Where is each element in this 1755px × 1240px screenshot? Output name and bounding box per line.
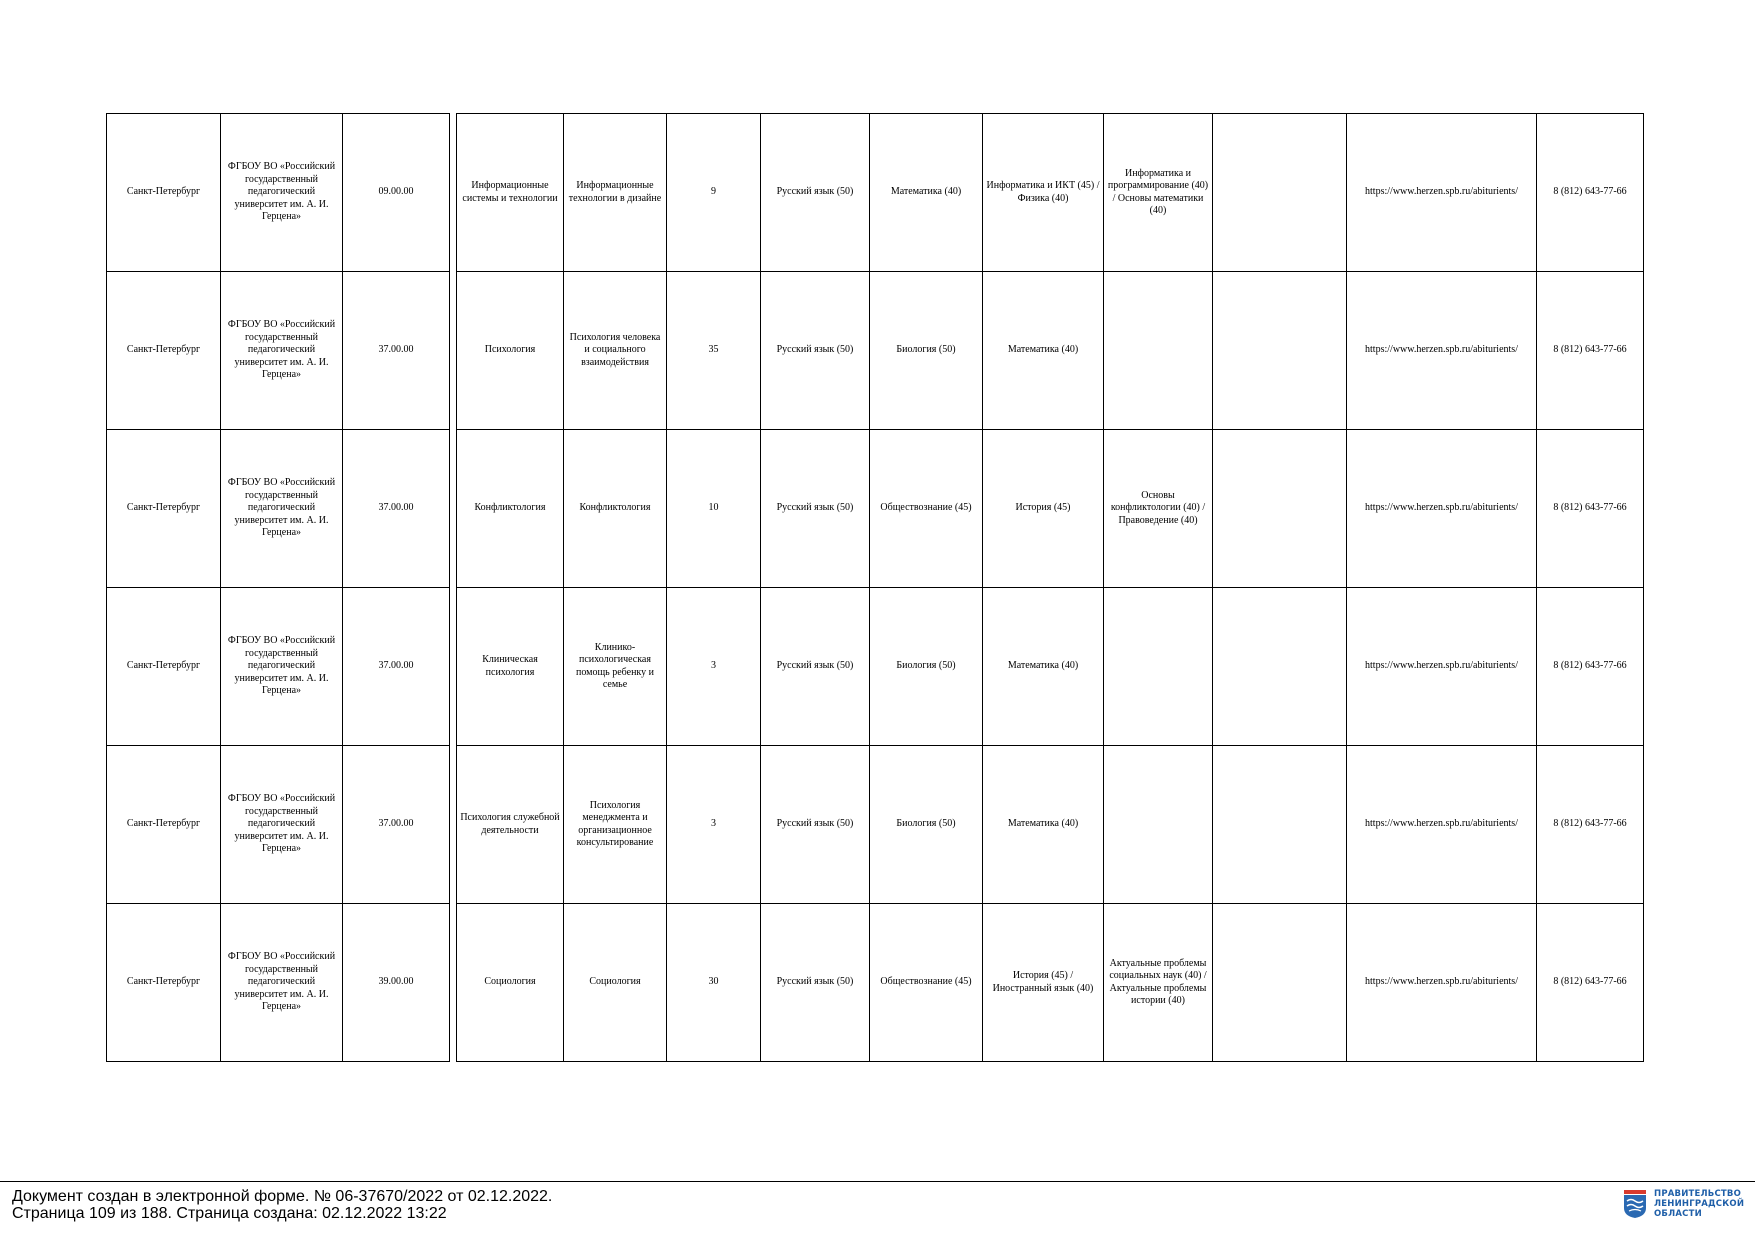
exam-3-cell: Математика (40) xyxy=(983,746,1104,904)
places-cell: 35 xyxy=(667,272,761,430)
table-row xyxy=(107,588,1644,746)
profile-cell: Клинико-психологическая помощь ребенку и семье xyxy=(564,588,667,746)
profile-cell: Конфликтология xyxy=(564,430,667,588)
exam-4-cell xyxy=(1104,272,1213,430)
footer-line-2: Страница 109 из 188. Страница создана: 02.12.2022 13:22 xyxy=(12,1205,447,1222)
university-cell: ФГБОУ ВО «Российский государственный педагогический университет им. А. И. Герцена» xyxy=(221,114,343,272)
exam-4-cell: Основы конфликтологии (40) / Правоведение (40) xyxy=(1104,430,1213,588)
extra-cell xyxy=(1213,272,1347,430)
exam-4-cell: Актуальные проблемы социальных наук (40) / Актуальные проблемы истории (40) xyxy=(1104,904,1213,1062)
phone-cell: 8 (812) 643-77-66 xyxy=(1537,588,1644,746)
code-cell: 37.00.00 xyxy=(343,272,450,430)
code-cell: 09.00.00 xyxy=(343,114,450,272)
direction-cell: Клиническая психология xyxy=(457,588,564,746)
profile-cell: Психология человека и социального взаимодействия xyxy=(564,272,667,430)
phone-cell: 8 (812) 643-77-66 xyxy=(1537,114,1644,272)
url-cell: https://www.herzen.spb.ru/abiturients/ xyxy=(1347,746,1537,904)
exam-1-cell: Русский язык (50) xyxy=(761,114,870,272)
gap-cell xyxy=(450,588,457,746)
exam-3-cell: Математика (40) xyxy=(983,272,1104,430)
university-cell: ФГБОУ ВО «Российский государственный педагогический университет им. А. И. Герцена» xyxy=(221,746,343,904)
places-cell: 3 xyxy=(667,588,761,746)
gap-cell xyxy=(450,272,457,430)
code-cell: 39.00.00 xyxy=(343,904,450,1062)
city-cell: Санкт-Петербург xyxy=(107,746,221,904)
profile-cell: Психология менеджмента и организационное консультирование xyxy=(564,746,667,904)
extra-cell xyxy=(1213,904,1347,1062)
city-cell: Санкт-Петербург xyxy=(107,272,221,430)
table-row xyxy=(107,114,1644,272)
direction-cell: Социология xyxy=(457,904,564,1062)
code-cell: 37.00.00 xyxy=(343,746,450,904)
extra-cell xyxy=(1213,430,1347,588)
extra-cell xyxy=(1213,588,1347,746)
city-cell: Санкт-Петербург xyxy=(107,588,221,746)
footer-divider xyxy=(0,1181,1755,1182)
exam-1-cell: Русский язык (50) xyxy=(761,746,870,904)
city-cell: Санкт-Петербург xyxy=(107,904,221,1062)
university-cell: ФГБОУ ВО «Российский государственный педагогический университет им. А. И. Герцена» xyxy=(221,272,343,430)
code-cell: 37.00.00 xyxy=(343,588,450,746)
university-cell: ФГБОУ ВО «Российский государственный педагогический университет им. А. И. Герцена» xyxy=(221,430,343,588)
places-cell: 9 xyxy=(667,114,761,272)
logo-line-1: ПРАВИТЕЛЬСТВО xyxy=(1654,1189,1741,1199)
exam-3-cell: История (45) xyxy=(983,430,1104,588)
gap-cell xyxy=(450,114,457,272)
exam-2-cell: Обществознание (45) xyxy=(870,904,983,1062)
code-cell: 37.00.00 xyxy=(343,430,450,588)
exam-4-cell xyxy=(1104,588,1213,746)
gap-cell xyxy=(450,430,457,588)
exam-2-cell: Биология (50) xyxy=(870,588,983,746)
phone-cell: 8 (812) 643-77-66 xyxy=(1537,272,1644,430)
places-cell: 10 xyxy=(667,430,761,588)
footer-line-1: Документ создан в электронной форме. № 06-37670/2022 от 02.12.2022. xyxy=(12,1188,553,1205)
gap-cell xyxy=(450,746,457,904)
url-cell: https://www.herzen.spb.ru/abiturients/ xyxy=(1347,588,1537,746)
exam-3-cell: Информатика и ИКТ (45) / Физика (40) xyxy=(983,114,1104,272)
table-row xyxy=(107,904,1644,1062)
exam-3-cell: Математика (40) xyxy=(983,588,1104,746)
places-cell: 30 xyxy=(667,904,761,1062)
url-cell: https://www.herzen.spb.ru/abiturients/ xyxy=(1347,272,1537,430)
exam-4-cell xyxy=(1104,746,1213,904)
exam-1-cell: Русский язык (50) xyxy=(761,904,870,1062)
logo-text xyxy=(1654,1189,1744,1219)
exam-3-cell: История (45) / Иностранный язык (40) xyxy=(983,904,1104,1062)
direction-cell: Психология xyxy=(457,272,564,430)
logo-line-3: ОБЛАСТИ xyxy=(1654,1209,1702,1219)
exam-2-cell: Математика (40) xyxy=(870,114,983,272)
phone-cell: 8 (812) 643-77-66 xyxy=(1537,904,1644,1062)
profile-cell: Социология xyxy=(564,904,667,1062)
table-row xyxy=(107,430,1644,588)
phone-cell: 8 (812) 643-77-66 xyxy=(1537,430,1644,588)
admission-table xyxy=(106,113,1644,1062)
table-row xyxy=(107,272,1644,430)
city-cell: Санкт-Петербург xyxy=(107,114,221,272)
university-cell: ФГБОУ ВО «Российский государственный педагогический университет им. А. И. Герцена» xyxy=(221,588,343,746)
logo-line-2: ЛЕНИНГРАДСКОЙ xyxy=(1654,1199,1745,1209)
direction-cell: Информационные системы и технологии xyxy=(457,114,564,272)
government-logo xyxy=(1623,1189,1744,1219)
url-cell: https://www.herzen.spb.ru/abiturients/ xyxy=(1347,430,1537,588)
places-cell: 3 xyxy=(667,746,761,904)
coat-of-arms-icon xyxy=(1623,1189,1647,1219)
exam-2-cell: Биология (50) xyxy=(870,272,983,430)
url-cell: https://www.herzen.spb.ru/abiturients/ xyxy=(1347,904,1537,1062)
extra-cell xyxy=(1213,114,1347,272)
exam-1-cell: Русский язык (50) xyxy=(761,430,870,588)
profile-cell: Информационные технологии в дизайне xyxy=(564,114,667,272)
document-footer xyxy=(12,1188,552,1222)
exam-2-cell: Биология (50) xyxy=(870,746,983,904)
phone-cell: 8 (812) 643-77-66 xyxy=(1537,746,1644,904)
extra-cell xyxy=(1213,746,1347,904)
exam-4-cell: Информатика и программирование (40) / Основы математики (40) xyxy=(1104,114,1213,272)
exam-2-cell: Обществознание (45) xyxy=(870,430,983,588)
url-cell: https://www.herzen.spb.ru/abiturients/ xyxy=(1347,114,1537,272)
exam-1-cell: Русский язык (50) xyxy=(761,272,870,430)
direction-cell: Конфликтология xyxy=(457,430,564,588)
direction-cell: Психология служебной деятельности xyxy=(457,746,564,904)
gap-cell xyxy=(450,904,457,1062)
exam-1-cell: Русский язык (50) xyxy=(761,588,870,746)
city-cell: Санкт-Петербург xyxy=(107,430,221,588)
university-cell: ФГБОУ ВО «Российский государственный педагогический университет им. А. И. Герцена» xyxy=(221,904,343,1062)
table-row xyxy=(107,746,1644,904)
